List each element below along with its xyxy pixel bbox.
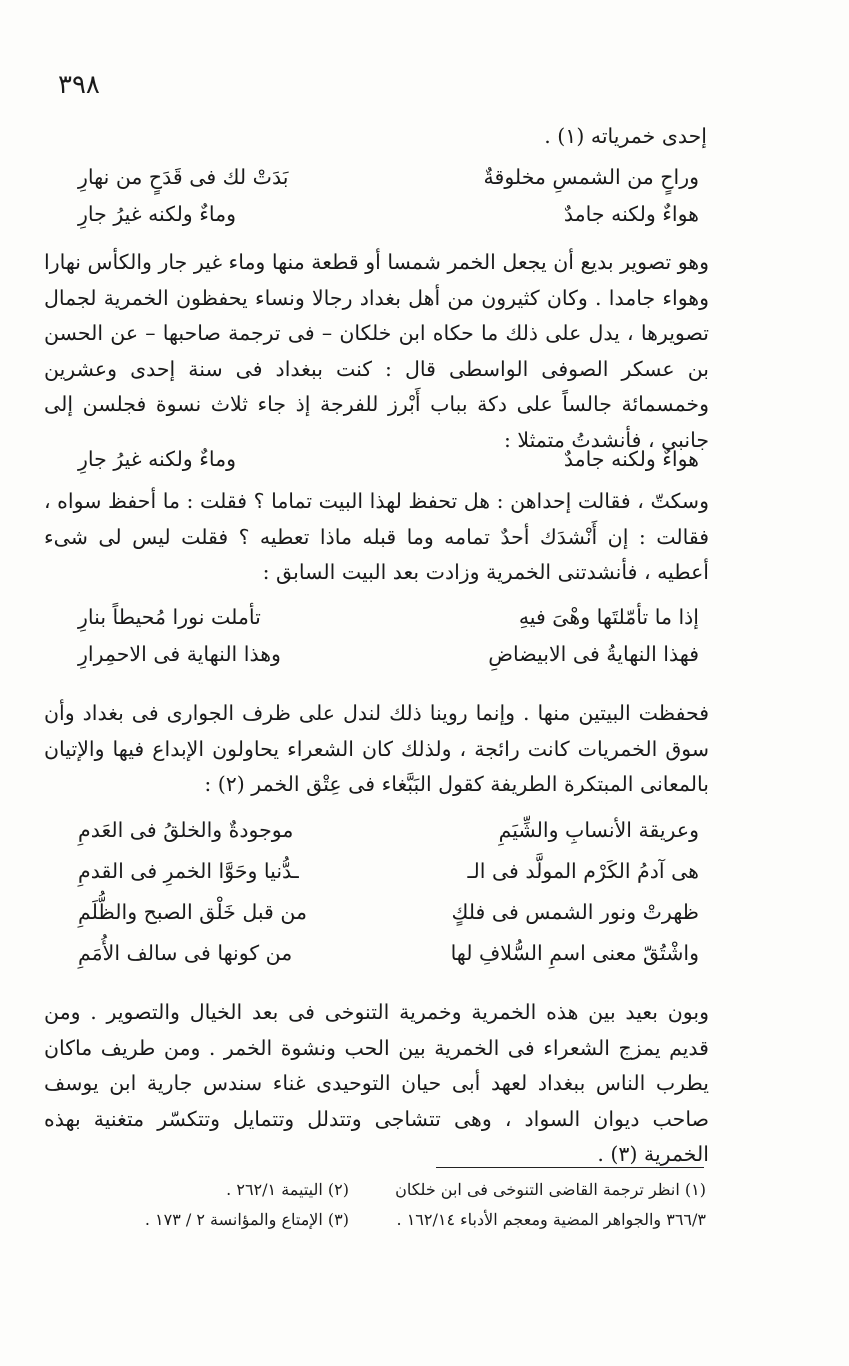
verse-first-hemistich: واشْتُقّ معنى اسمِ السُّلافِ لها: [450, 941, 699, 965]
footnote-1: (١) انظر ترجمة القاضى التنوخى فى ابن خلكان: [395, 1180, 706, 1199]
verse-line: [44, 818, 709, 859]
paragraph-4: وبون بعيد بين هذه الخمرية وخمرية التنوخى فى بعد الخيال والتصوير . ومن قديم يمزج الشعراء فى الخمرية بين الحب ونشوة الخمر . ومن طريف ماكان يطرب الناس ببغداد لعهد أبى حيان التوحيدى غناء سندس جارية ابن يوسف صاحب ديوان السواد ، وهى تتشاجى وتتدلل وتتمايل وتتكسّر متغنية بهذه الخمرية (٣) .: [44, 1000, 709, 1166]
footnote-divider: [436, 1167, 704, 1168]
verse-line: [44, 165, 709, 202]
verse-block-1: [44, 165, 709, 239]
verse-second-hemistich: موجودةٌ والخلقُ فى العَدمِ: [78, 818, 294, 842]
verse-first-hemistich: هواءٌ ولكنه جامدٌ: [563, 447, 699, 471]
verse-line: [44, 202, 709, 239]
verse-first-hemistich: وعريقة الأنسابِ والشِّيَمِ: [498, 818, 699, 842]
verse-second-hemistich: وهذا النهاية فى الاحمِرارِ: [78, 642, 281, 666]
verse-block-2: [44, 447, 709, 484]
footnote-2: (٢) اليتيمة ٢٦٢/١ .: [226, 1180, 349, 1199]
page-number: ٣٩٨: [58, 70, 100, 100]
verse-second-hemistich: من قبل خَلْق الصبح والظُّلَمِ: [78, 900, 307, 924]
verse-line: [44, 900, 709, 941]
verse-block-3: [44, 605, 709, 679]
lead-in-text: إحدى خمرياته (١) .: [544, 124, 707, 148]
verse-second-hemistich: بَدَتْ لك فى قَدَحٍ من نهارِ: [78, 165, 289, 189]
footnote-1-continued: ٣٦٦/٣ والجواهر المضية ومعجم الأدباء ١٦٢/١٤ .: [396, 1210, 706, 1229]
footnote-3: (٣) الإمتاع والمؤانسة ٢ / ١٧٣ .: [144, 1210, 349, 1229]
paragraph-2: وسكتّ ، فقالت إحداهن : هل تحفظ لهذا البيت تماما ؟ فقلت : ما أحفظ سواه ، فقالت : إن أَنْشدَك أحدٌ تمامه وما قبله ماذا تعطيه ؟ فقلت ليس لى شىء أعطيه ، فأنشدتنى الخمرية وزادت بعد البيت السابق :: [44, 489, 709, 584]
verse-line: [44, 859, 709, 900]
verse-line: [44, 605, 709, 642]
verse-block-4: [44, 818, 709, 982]
verse-first-hemistich: هى آدمُ الكَرْم المولَّد فى الـ: [467, 859, 699, 883]
verse-second-hemistich: تأملت نورا مُحيطاً بنارِ: [78, 605, 261, 629]
verse-second-hemistich: من كونها فى سالف الأُمَمِ: [78, 941, 293, 965]
verse-second-hemistich: وماءٌ ولكنه غيرُ جارِ: [78, 447, 236, 471]
verse-second-hemistich: ـدُّنيا وحَوَّا الخمرِ فى القدمِ: [78, 859, 299, 883]
verse-first-hemistich: وراحٍ من الشمسِ مخلوقةٌ: [483, 165, 699, 189]
verse-first-hemistich: فهذا النهايةُ فى الابيضاضِ: [488, 642, 699, 666]
verse-line: [44, 447, 709, 484]
verse-line: [44, 642, 709, 679]
verse-line: [44, 941, 709, 982]
verse-first-hemistich: ظهرتْ ونور الشمس فى فلكٍ: [451, 900, 699, 924]
paragraph-3: فحفظت البيتين منها . وإنما روينا ذلك لندل على ظرف الجوارى فى بغداد وأن سوق الخمريات كانت رائجة ، ولذلك كان الشعراء يحاولون الإبداع فيها والإتيان بالمعانى المبتكرة الطريفة كقول البَبَّغاء فى عِتْق الخمر (٢) :: [44, 701, 709, 796]
paragraph-1: وهو تصوير بديع أن يجعل الخمر شمسا أو قطعة منها وماء غير جار والكأس نهارا وهواء جامدا . وكان كثيرون من أهل بغداد رجالا ونساء يحفظون الخمرية لجمال تصويرها ، يدل على ذلك ما حكاه ابن خلكان – فى ترجمة صاحبها – عن الحسن بن عسكر الصوفى الواسطى قال : كنت ببغداد فى سنة إحدى وعشرين وخمسمائة جالساً على دكة بباب أَبْرز للفرجة إذ جاء ثلاث نسوة فجلسن إلى جانبى ، فأنشدتُ متمثلا :: [44, 250, 709, 452]
verse-second-hemistich: وماءٌ ولكنه غيرُ جارِ: [78, 202, 236, 226]
verse-first-hemistich: إذا ما تأمّلتَها وهْىَ فيهِ: [518, 605, 699, 629]
verse-first-hemistich: هواءٌ ولكنه جامدٌ: [563, 202, 699, 226]
